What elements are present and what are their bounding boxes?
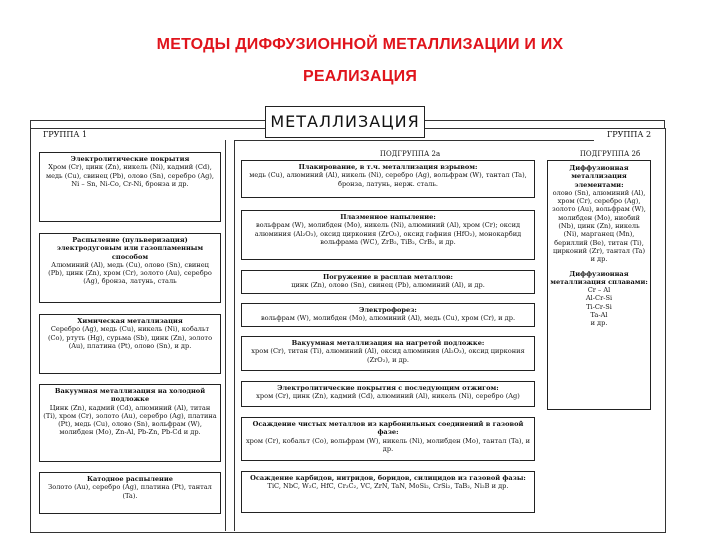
g1-box-chemical <box>39 314 221 374</box>
g1-box-5-text: Золото (Au), серебро (Ag), платина (Pt), тантал (Ta). <box>48 483 212 500</box>
g1-box-5-title: Катодное распыление <box>87 475 173 483</box>
connector-left-drop <box>30 120 31 129</box>
g1-box-4-title: Вакуумная металлизация на холодной подложке <box>54 387 206 404</box>
g1-box-2-title: Распыление (пульверизация) электродуговым или газопламенным способом <box>56 236 204 261</box>
g2a-box-plasma <box>241 210 535 260</box>
group-2-frame-left <box>234 140 235 531</box>
g1-box-vacuum-cold <box>39 384 221 462</box>
g2a-box-6-text: хром (Cr), цинк (Zn), кадмий (Cd), алюминий (Al), никель (Ni), серебро (Ag) <box>256 392 520 401</box>
g2a-box-7-text: хром (Cr), кобальт (Co), вольфрам (W), никель (Ni), молибден (Mo), тантал (Ta), и др. <box>245 436 531 453</box>
g2a-box-carbides <box>241 471 535 513</box>
group-2-label: ГРУППА 2 <box>606 130 652 139</box>
g2a-box-electrophoresis <box>241 303 535 327</box>
g2a-box-7-title: Осаждение чистых металлов из карбонильных соединений в газовой фазе: <box>252 420 524 437</box>
slide-title-line-2: РЕАЛИЗАЦИЯ <box>302 68 418 85</box>
g2b-box-1-text: олово (Sn), алюминий (Al), хром (Cr), серебро (Ag), золото (Au), вольфрам (W), молибден (Mo), ниобий (Nb), цинк (Zn), никель (Ni), марганец (Mn), бериллий (Be), титан (Ti), цирконий (Zr), тантал (Ta) и др. <box>552 188 646 264</box>
g1-box-1-title: Электролитические покрытия <box>70 155 190 163</box>
connector-right <box>424 120 664 121</box>
g2b-box-2-text: Cr – Al Al-Cr-Si Ti-Cr-Si Ta-Al и др. <box>585 286 613 328</box>
g2b-box-2-title: Диффузионная металлизация сплавами: <box>550 269 648 286</box>
g2a-box-6-title: Электролитические покрытия с последующим отжигом: <box>277 384 499 392</box>
g1-box-spraying <box>39 233 221 303</box>
g1-box-3-title: Химическая металлизация <box>77 317 183 325</box>
g2a-box-immersion <box>241 270 535 294</box>
g2a-box-electrolytic-annealing <box>241 381 535 407</box>
subgroup-2b-label: ПОДГРУППА 2б <box>579 150 641 158</box>
g2a-box-1-title: Плакирование, в т.ч. металлизация взрывом: <box>298 163 478 171</box>
g1-box-4-text: Цинк (Zn), кадмий (Cd), алюминий (Al), титан (Ti), хром (Cr), золото (Au), серебро (Ag), платина (Pt), медь (Cu), олово (Sn), вольфрам (W), молибден (Mo), Zn-Al, Pb-Zn, Pb-Cd и др. <box>43 403 217 437</box>
g2a-box-5-text: хром (Cr), титан (Ti), алюминий (Al), оксид алюминия (Al₂O₃), оксид циркония (ZrO₂), и др. <box>251 347 525 364</box>
g1-box-3-text: Серебро (Ag), медь (Cu), никель (Ni), кобальт (Co), ртуть (Hg), сурьма (Sb), цинк (Zn), золото (Au), платина (Pt), олово (Sn), и др. <box>47 325 213 350</box>
g1-box-1-text: Хром (Cr), цинк (Zn), никель (Ni), кадмий (Cd), медь (Cu), свинец (Pb), олово (Sn), серебро (Ag), Ni – Sn, Ni-Co, Cr-Ni, бронза и др. <box>45 163 215 188</box>
slide-title-line-1: МЕТОДЫ ДИФФУЗИОННОЙ МЕТАЛЛИЗАЦИИ И ИХ <box>156 36 564 53</box>
g2a-box-5-title: Вакуумная металлизация на нагретой подложке: <box>291 339 485 347</box>
g1-box-cathode <box>39 472 221 514</box>
g2b-box-diffusion <box>547 160 651 410</box>
g2a-box-carbonyl <box>241 417 535 461</box>
connector-right-drop <box>664 120 665 129</box>
g2a-box-2-title: Плазменное напыление: <box>340 213 436 221</box>
g2a-box-4-title: Электрофорез: <box>359 306 417 314</box>
g2b-box-1-title: Диффузионная металлизация элементами: <box>569 164 629 189</box>
group-1-label: ГРУППА 1 <box>42 130 88 139</box>
g1-box-electrolytic <box>39 152 221 222</box>
connector-left <box>30 120 265 121</box>
g2a-box-3-title: Погружение в расплав металлов: <box>323 273 453 281</box>
g2a-box-8-title: Осаждение карбидов, нитридов, боридов, силицидов из газовой фазы: <box>250 474 526 482</box>
subgroup-2a-label: ПОДГРУППА 2а <box>379 150 441 158</box>
g1-box-2-text: Алюминий (Al), медь (Cu), олово (Sn), свинец (Pb), цинк (Zn), хром (Cr), золото (Au), серебро (Ag), бронза, латунь, сталь <box>48 260 212 286</box>
group-2-frame-top <box>234 140 594 141</box>
g2a-box-4-text: вольфрам (W), молибден (Mo), алюминий (Al), медь (Cu), хром (Cr), и др. <box>260 314 516 323</box>
g2a-box-3-text: цинк (Zn), олово (Sn), свинец (Pb), алюминий (Al), и др. <box>291 281 485 290</box>
g2a-box-2-text: вольфрам (W), молибден (Mo), никель (Ni), алюминий (Al), хром (Cr); оксид алюминия (Al₂O₃), оксид циркония (ZrO₂), оксид гафния (HfO₂), монокарбид вольфрама (WC), ZrB₂, TiB₂, CrB₂, и др. <box>254 221 522 246</box>
root-metallization: МЕТАЛЛИЗАЦИЯ <box>265 106 425 138</box>
group-1-divider <box>225 140 226 531</box>
g2a-box-vacuum-hot <box>241 336 535 371</box>
g2a-box-1-text: медь (Cu), алюминий (Al), никель (Ni), серебро (Ag), вольфрам (W), тантал (Ta), бронза, латунь, нерж. сталь. <box>249 171 527 188</box>
g2a-box-cladding <box>241 160 535 198</box>
g2a-box-8-text: TiC, NbC, W₂C, HfC, Cr₃C₂, VC, ZrN, TaN, MoSi₂, CrSi₂, TaB₂, Ni₂B и др. <box>267 482 509 491</box>
